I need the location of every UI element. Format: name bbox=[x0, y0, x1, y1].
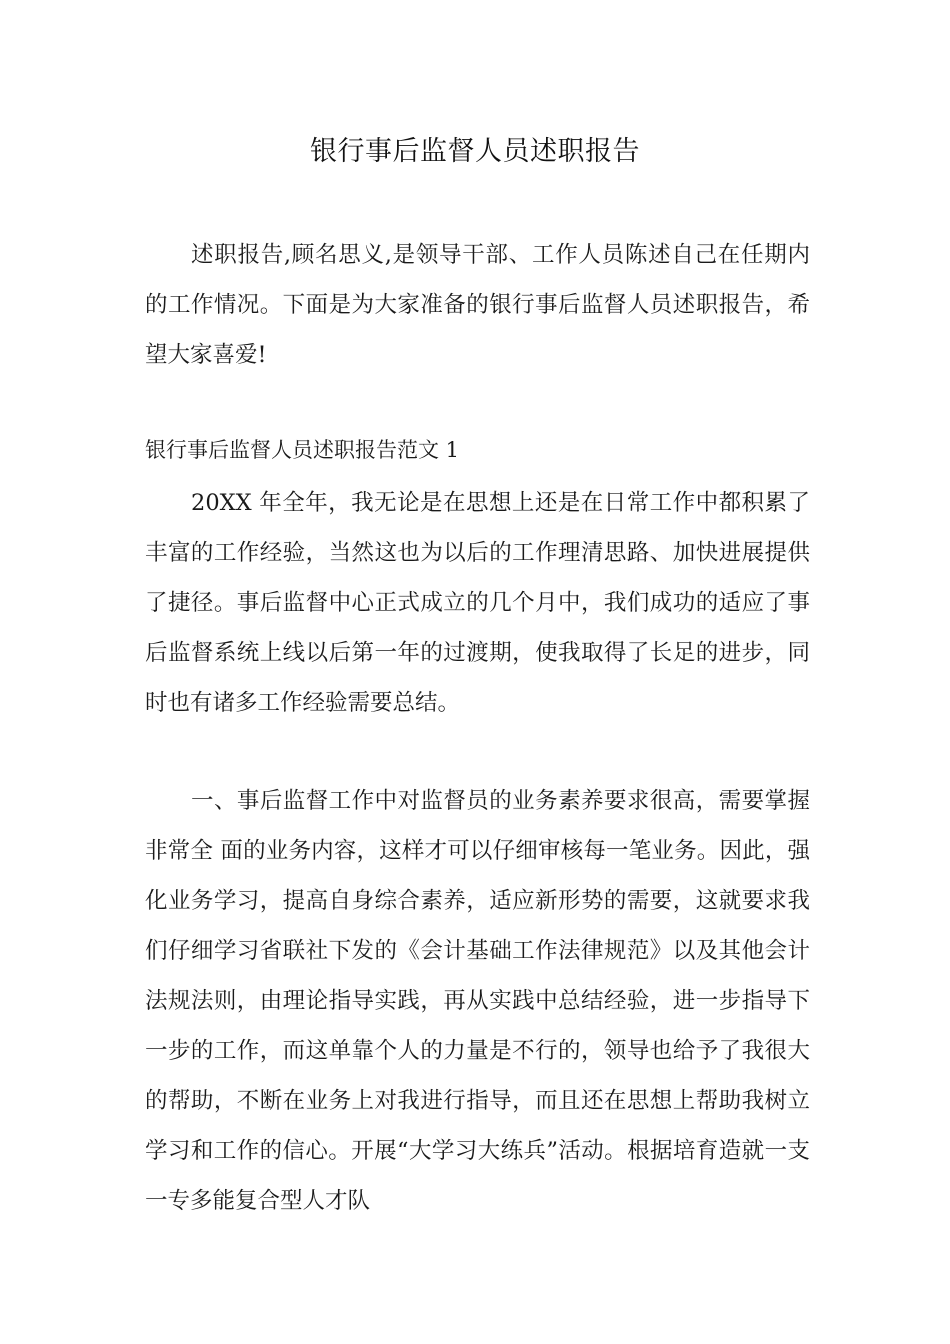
section-subheading: 银行事后监督人员述职报告范文 1 bbox=[145, 438, 460, 462]
intro-paragraph: 述职报告,顾名思义,是领导干部、工作人员陈述自己在任期内的工作情况。下面是为大家准备的银行事后监督人员述职报告，希望大家喜爱! bbox=[145, 242, 810, 368]
body-paragraph-2: 一、事后监督工作中对监督员的业务素养要求很高，需要掌握非常全 面的业务内容，这样才可以仔细审核每一笔业务。因此，强化业务学习，提高自身综合素养，适应新形势的需要，这就要求我们仔细学习省联社下发的《会计基础工作法律规范》以及其他会计法规法则，由理论指导实践，再从实践中总结经验，进一步指导下一步的工作，而这单靠个人的力量是不行的，领导也给予了我很大的帮助，不断在业务上对我进行指导，而且还在思想上帮助我树立学习和工作的信心。开展“大学习大练兵”活动。根据培育造就一支一专多能复合型人才队 bbox=[145, 788, 810, 1214]
body-paragraph-1: 20XX 年全年，我无论是在思想上还是在日常工作中都积累了丰富的工作经验，当然这也为以后的工作理清思路、加快进展提供了捷径。事后监督中心正式成立的几个月中，我们成功的适应了事后监督系统上线以后第一年的过渡期，使我取得了长足的进步，同时也有诸多工作经验需要总结。 bbox=[145, 490, 810, 716]
document-title: 银行事后监督人员述职报告 bbox=[310, 136, 640, 167]
